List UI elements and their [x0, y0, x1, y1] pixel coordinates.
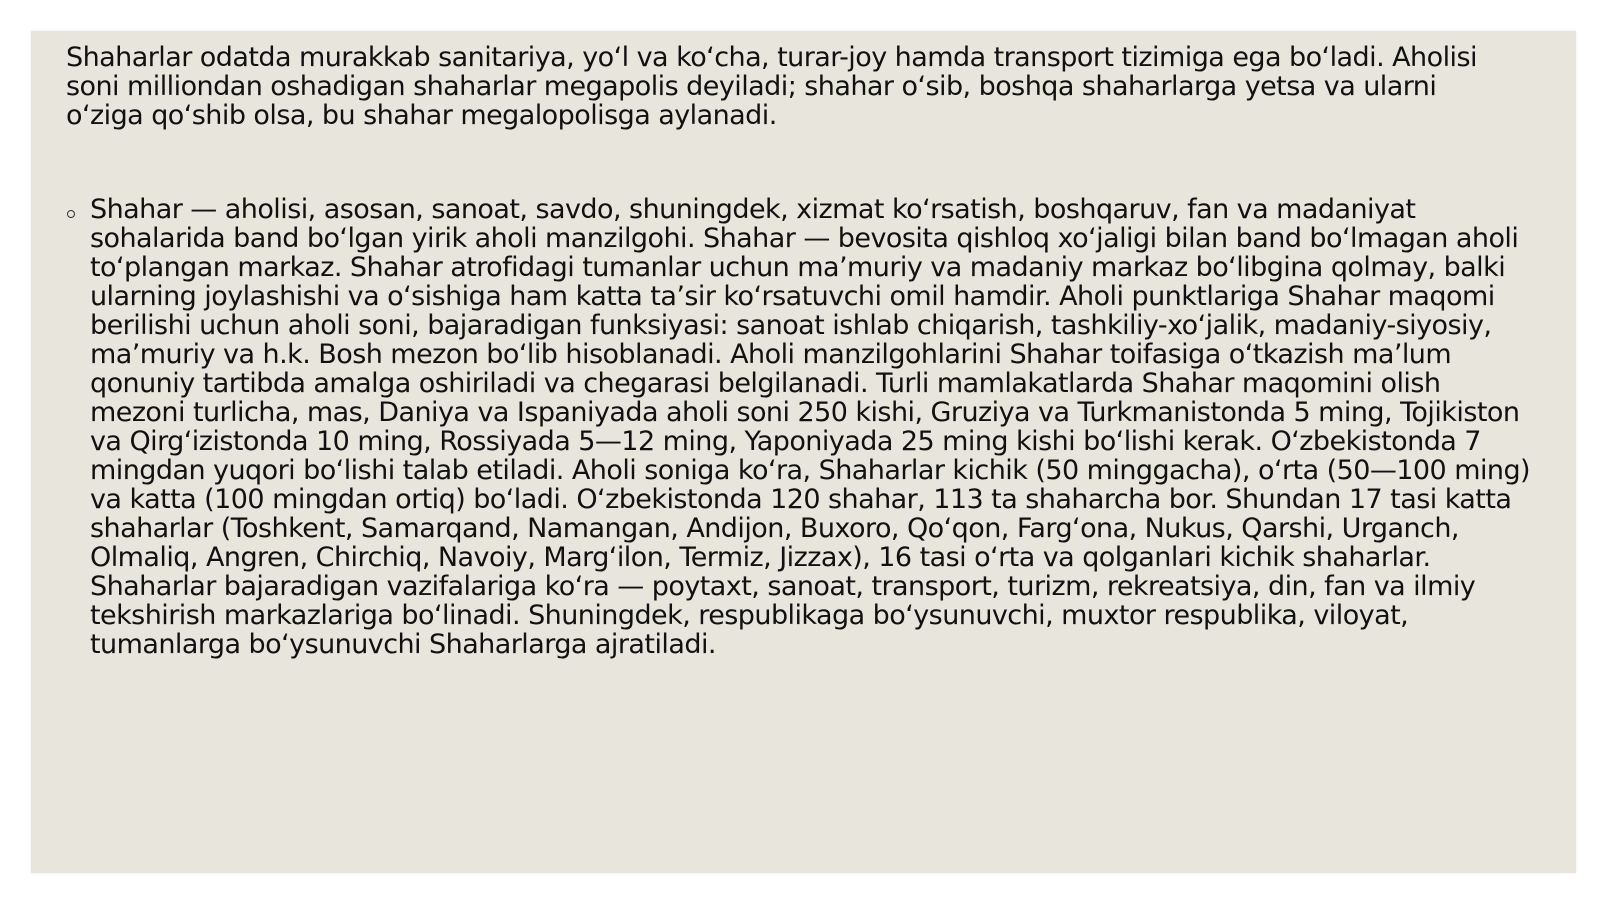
- intro-paragraph: Shaharlar odatda murakkab sanitariya, yo‘l va ko‘cha, turar-joy hamda transport tizimiga ega bo‘ladi. Aholisi soni milliondan oshadigan shaharlar megapolis deyiladi; shahar o‘sib, boshqa shaharlarga yetsa va ularni o‘ziga qo‘shib olsa, bu shahar megalopolisga aylanadi.: [66, 42, 1477, 131]
- slide-content-area: [31, 31, 1576, 873]
- bullet-list: [66, 195, 1536, 659]
- bullet-item: [66, 195, 1536, 659]
- hollow-circle-bullet-icon: [67, 210, 75, 218]
- bullet-text: Shahar — aholisi, asosan, sanoat, savdo, shuningdek, xizmat ko‘rsatish, boshqaruv, fan va madaniyat sohalarida band bo‘lgan yirik aholi manzilgohi. Shahar — bevosita qishloq xo‘jaligi bilan band bo‘lmagan aholi to‘plangan markaz. Shahar atrofidagi tumanlar uchun ma’muriy va madaniy markaz bo‘libgina qolmay, balki ularning joylashishi va o‘sishiga ham katta ta’sir ko‘rsatuvchi omil hamdir. Aholi punktlariga Shahar maqomi berilishi uchun aholi soni, bajaradigan funksiyasi: sanoat ishlab chiqarish, tashkiliy-xo‘jalik, madaniy-siyosiy, ma’muriy va h.k. Bosh mezon bo‘lib hisoblanadi. Aholi manzilgohlarini Shahar toifasiga o‘tkazish ma’lum qonuniy tartibda amalga oshiriladi va chegarasi belgilanadi. Turli mamlakatlarda Shahar maqomini olish mezoni turlicha, mas, Daniya va Ispaniyada aholi soni 250 kishi, Gruziya va Turkmanistonda 5 ming, Tojikiston va Qirg‘izistonda 10 ming, Rossiyada 5—12 ming, Yaponiyada 25 ming kishi bo‘lishi kerak. O‘zbekistonda 7 mingdan yuqori bo‘lishi talab etiladi. Aholi soniga ko‘ra, Shaharlar kichik (50 minggacha), o‘rta (50—100 ming) va katta (100 mingdan ortiq) bo‘ladi. O‘zbekistonda 120 shahar, 113 ta shaharcha bor. Shundan 17 tasi katta shaharlar (Toshkent, Samarqand, Namangan, Andijon, Buxoro, Qo‘qon, Farg‘ona, Nukus, Qarshi, Urganch, Olmaliq, Angren, Chirchiq, Navoiy, Marg‘ilon, Termiz, Jizzax), 16 tasi o‘rta va qolganlari kichik shaharlar. Shaharlar bajaradigan vazifalariga ko‘ra — poytaxt, sanoat, transport, turizm, rekreatsiya, din, fan va ilmiy tekshirish markazlariga bo‘linadi. Shuningdek, respublikaga bo‘ysunuvchi, muxtor respublika, viloyat, tumanlarga bo‘ysunuvchi Shaharlarga ajratiladi.: [90, 194, 1531, 660]
